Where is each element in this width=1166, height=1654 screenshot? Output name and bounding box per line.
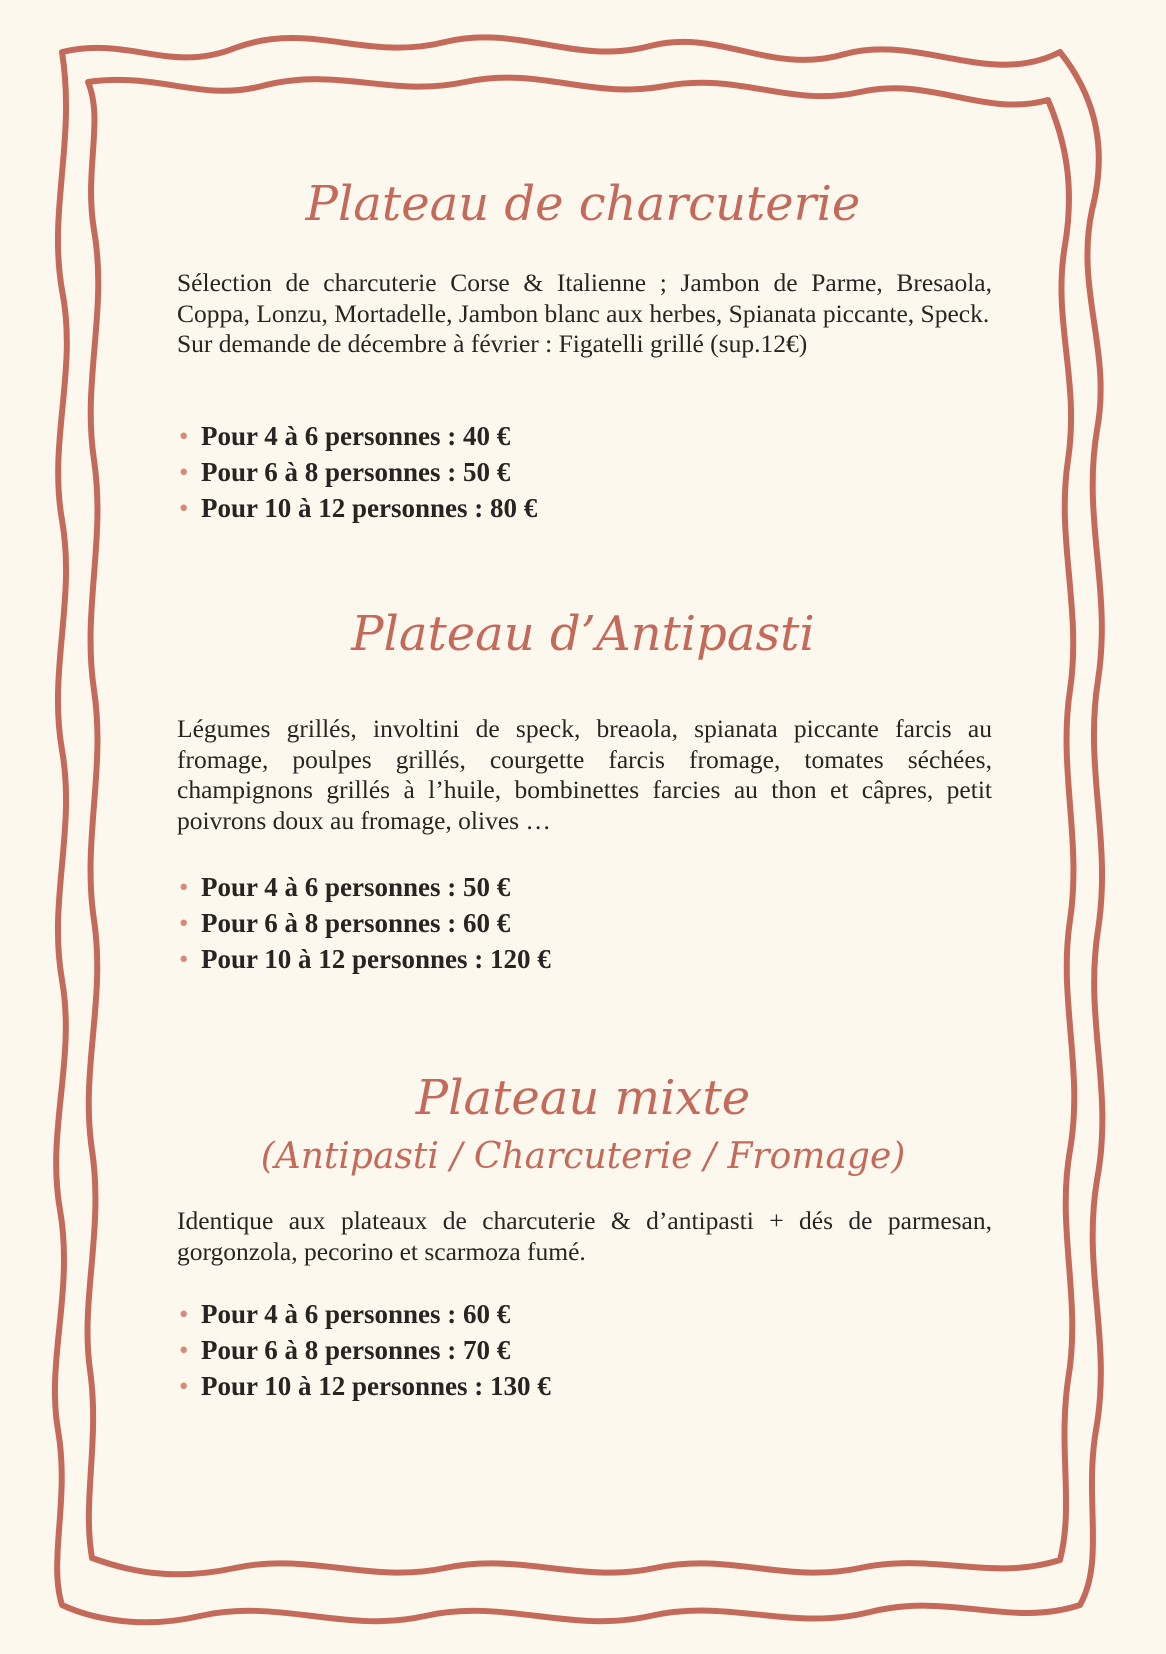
- price-text: Pour 4 à 6 personnes : 60 €: [201, 1299, 511, 1329]
- price-text: Pour 6 à 8 personnes : 60 €: [201, 908, 511, 938]
- bullet-icon: •: [179, 1335, 189, 1365]
- price-item: [177, 1368, 551, 1404]
- price-item: [177, 941, 551, 977]
- price-text: Pour 6 à 8 personnes : 70 €: [201, 1335, 511, 1365]
- price-item: [177, 869, 551, 905]
- price-text: Pour 6 à 8 personnes : 50 €: [201, 457, 511, 487]
- section-title-charcuterie: Plateau de charcuterie: [305, 176, 861, 232]
- description-paragraph: Sélection de charcuterie Corse & Italienne ; Jambon de Parme, Bresaola, Coppa, Lonzu, Mortadelle, Jambon blanc aux herbes, Spianata piccante, Speck.: [177, 268, 992, 328]
- section-description-mixte: [177, 1206, 992, 1267]
- price-item: [177, 1296, 551, 1332]
- bullet-icon: •: [179, 457, 189, 487]
- section-description-antipasti: [177, 714, 992, 836]
- section-description-charcuterie: [177, 268, 992, 360]
- price-text: Pour 10 à 12 personnes : 120 €: [201, 944, 551, 974]
- section-subtitle-mixte: (Antipasti / Charcuterie / Fromage): [260, 1136, 906, 1177]
- price-item: [177, 1332, 551, 1368]
- price-item: [177, 905, 551, 941]
- price-text: Pour 10 à 12 personnes : 80 €: [201, 493, 538, 523]
- price-text: Pour 10 à 12 personnes : 130 €: [201, 1371, 551, 1401]
- bullet-icon: •: [179, 421, 189, 451]
- price-list-charcuterie: [177, 418, 537, 526]
- price-item: [177, 454, 537, 490]
- bullet-icon: •: [179, 908, 189, 938]
- price-list-mixte: [177, 1296, 551, 1404]
- price-item: [177, 490, 537, 526]
- bullet-icon: •: [179, 493, 189, 523]
- price-item: [177, 418, 537, 454]
- price-text: Pour 4 à 6 personnes : 50 €: [201, 872, 511, 902]
- bullet-icon: •: [179, 872, 189, 902]
- bullet-icon: •: [179, 1299, 189, 1329]
- bullet-icon: •: [179, 944, 189, 974]
- section-title-antipasti: Plateau d’Antipasti: [351, 606, 815, 662]
- price-list-antipasti: [177, 869, 551, 977]
- section-title-mixte: Plateau mixte: [415, 1070, 751, 1126]
- description-paragraph: Sur demande de décembre à février : Figatelli grillé (sup.12€): [177, 329, 808, 358]
- description-paragraph: Légumes grillés, involtini de speck, breaola, spianata piccante farcis au fromage, poulpes grillés, courgette farcis fromage, tomates séchées, champignons grillés à l’huile, bombinettes farcies au thon et câpres, petit poivrons doux au fromage, olives …: [177, 714, 992, 835]
- price-text: Pour 4 à 6 personnes : 40 €: [201, 421, 511, 451]
- bullet-icon: •: [179, 1371, 189, 1401]
- description-paragraph: Identique aux plateaux de charcuterie & d’antipasti + dés de parmesan, gorgonzola, pecorino et scarmoza fumé.: [177, 1206, 992, 1266]
